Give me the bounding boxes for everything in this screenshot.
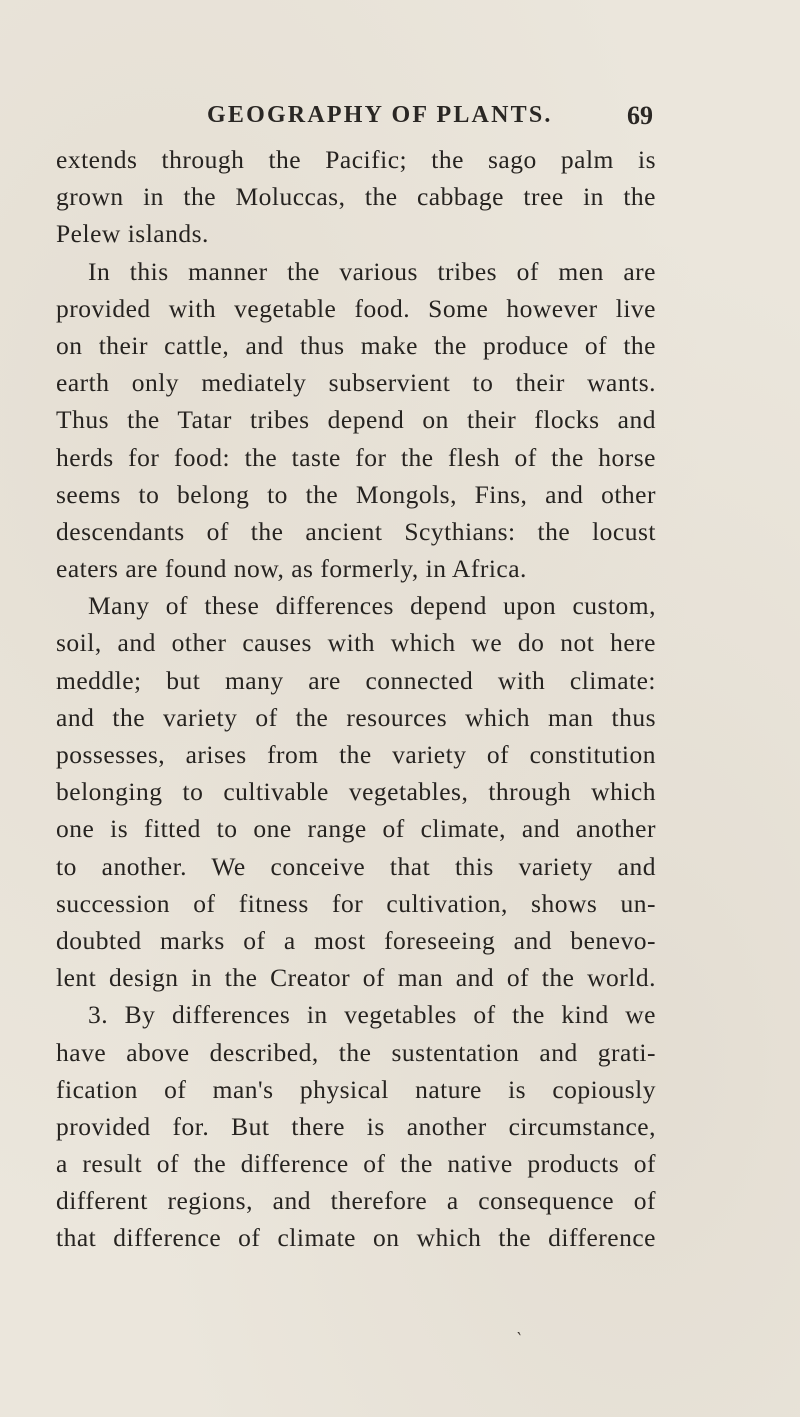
text-line: 3. By differences in vegetables of the kind we [88,1000,656,1030]
text-line: on their cattle, and thus make the produce of the [56,330,656,360]
text-line: and the variety of the resources which man thus [56,702,656,732]
text-line: a result of the difference of the native products of [56,1149,656,1179]
text-line: In this manner the various tribes of men are [88,256,656,286]
text-line: soil, and other causes with which we do not here [56,628,656,658]
text-line: lent design in the Creator of man and of the world. [56,963,656,993]
text-line: seems to belong to the Mongols, Fins, and other [56,479,656,509]
text-line: possesses, arises from the variety of constitution [56,740,656,769]
text-line: eaters are found now, as formerly, in Africa. [56,554,527,584]
body-text [56,141,656,1257]
text-line: meddle; but many are connected with climate: [56,665,656,695]
text-line: Pelew islands. [56,219,209,249]
text-line: extends through the Pacific; the sago palm is [56,145,656,174]
text-line: belonging to cultivable vegetables, through which [56,777,656,807]
ink-speck: ‵ [517,1329,522,1349]
text-line: Many of these differences depend upon custom, [88,591,656,621]
text-line: herds for food: the taste for the flesh of the horse [56,442,656,472]
running-header [145,102,665,142]
running-title: GEOGRAPHY OF PLANTS. [207,102,553,128]
text-line: descendants of the ancient Scythians: the locust [56,516,656,546]
text-line: provided with vegetable food. Some however live [56,293,656,323]
text-line: grown in the Moluccas, the cabbage tree in the [56,182,656,212]
text-line: that difference of climate on which the difference [56,1223,656,1253]
text-line: Thus the Tatar tribes depend on their flocks and [56,405,656,435]
text-line: have above described, the sustentation and grati- [56,1037,656,1067]
page-number: 69 [627,101,653,130]
text-line: one is fitted to one range of climate, and another [56,814,656,844]
text-line: to another. We conceive that this variety and [56,851,656,881]
text-line: earth only mediately subservient to their wants. [56,368,656,398]
text-line: different regions, and therefore a consequence of [56,1186,656,1216]
text-line: provided for. But there is another circumstance, [56,1111,656,1141]
text-line: doubted marks of a most foreseeing and benevo- [56,925,656,955]
text-line: fication of man's physical nature is copiously [56,1074,656,1104]
text-line: succession of fitness for cultivation, shows un- [56,888,656,918]
